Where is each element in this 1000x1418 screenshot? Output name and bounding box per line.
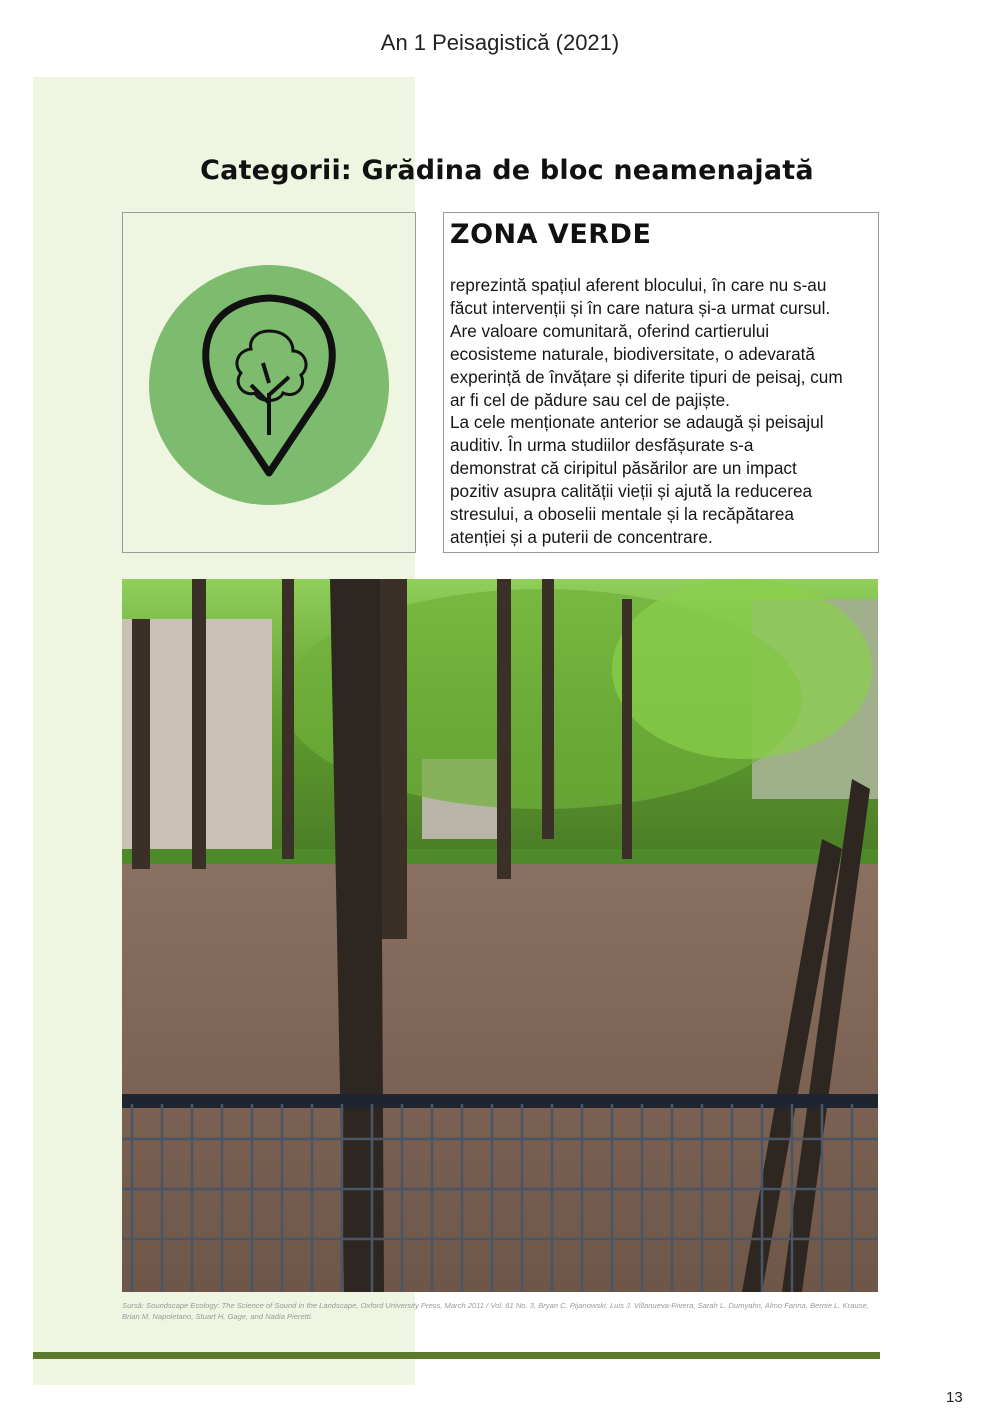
body-line: La cele menționate anterior se adaugă și peisajul	[450, 412, 824, 433]
body-line: reprezintă spațiul aferent blocului, în care nu s-au	[450, 275, 827, 295]
tree-location-pin-icon	[123, 213, 415, 552]
body-line: Are valoare comunitară, oferind cartierului	[450, 320, 770, 341]
body-line: ar fi cel de pădure sau cel de pajiște.	[450, 389, 730, 410]
body-line: experință de învățare și diferite tipuri de peisaj, cum	[450, 366, 843, 387]
page-title: Categorii: Grădina de bloc neamenajată	[200, 155, 814, 186]
body-line: ecosisteme naturale, biodiversitate, o adevarată	[450, 343, 815, 364]
body-line: auditiv. În urma studiilor desfășurate s-a	[450, 435, 754, 456]
icon-box	[122, 212, 416, 553]
body-line: demonstrat că ciripitul păsărilor are un impact	[450, 458, 797, 479]
body-line: atenției și a puterii de concentrare.	[450, 526, 713, 547]
running-header: An 1 Peisagistică (2021)	[380, 30, 620, 55]
body-line: stresului, a oboselii mentale și la recăpătarea	[450, 504, 794, 525]
section-heading: ZONA VERDE	[450, 219, 652, 250]
description-box	[443, 212, 879, 553]
photo-source-caption: Sursă: Soundscape Ecology: The Science of Sound in the Landscape, Oxford University Press, March 2011 / Vol. 61 No. 3, Bryan C. Pijanowski, Luis J. Villanueva-Rivera, Sarah L. Dumyahn, Almo Farina, Bernie L. Krause, Brian M. Napoletano, Stuart H. Gage, and Nadia Pieretti.	[122, 1301, 869, 1321]
body-line: făcut intervenții și în care natura și-a urmat cursul.	[450, 297, 831, 318]
body-line: pozitiv asupra calității vieții și ajută la reducerea	[450, 481, 813, 502]
footer-divider	[33, 1352, 880, 1359]
page-number: 13	[946, 1389, 963, 1406]
section-body	[450, 274, 843, 549]
forest-photo	[122, 579, 878, 1292]
